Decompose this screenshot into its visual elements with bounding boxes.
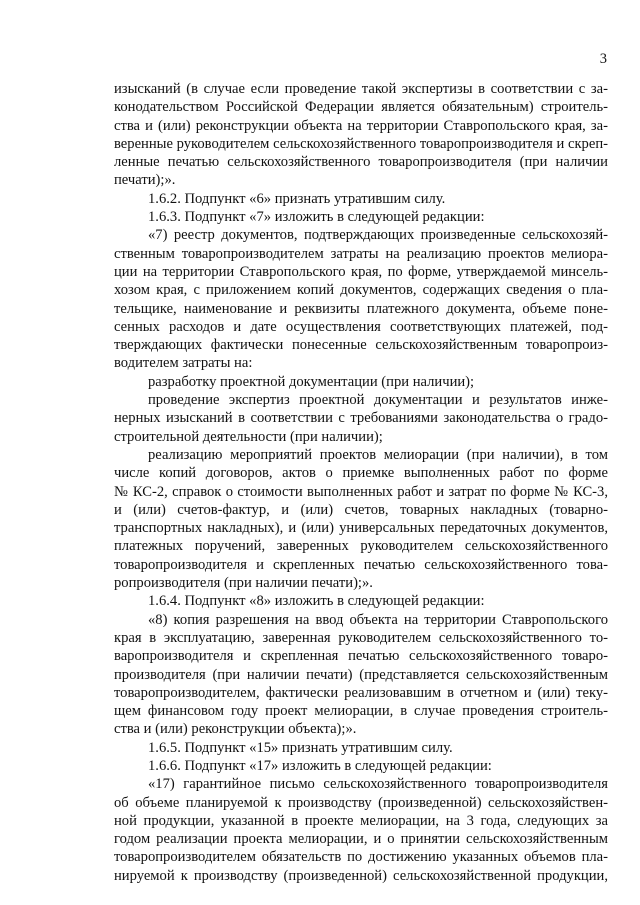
text-line: разработку проектной документации (при наличии); <box>148 373 475 390</box>
text-line: «17) гарантийное письмо сельскохозяйственного товаропроизводителя <box>148 776 608 793</box>
text-line: сенных расходов и дате осуществления соответствующих платежей, под- <box>114 318 608 335</box>
text-line: ной продукции, указанной в проекте мелиорации, на 3 года, следующих за <box>114 812 608 829</box>
text-line: ленные печатью сельскохозяйственного товаропроизводителя (при наличии <box>114 154 608 171</box>
text-line: нерных изысканий в соответствии с требованиями законодательства о градо- <box>114 410 608 427</box>
text-line: ропроизводителя (при наличии печати);». <box>114 575 373 592</box>
text-line: товаропроизводителя и скрепленных печатью сельскохозяйственного това- <box>114 556 608 573</box>
text-line: 1.6.6. Подпункт «17» изложить в следующей редакции: <box>148 757 492 774</box>
text-line: тельщике, наименование и реквизиты платежного документа, объеме поне- <box>114 300 608 317</box>
text-line: товаропроизводителем, фактически реализовавшим в отчетном и (или) теку- <box>114 684 608 701</box>
page-number: 3 <box>599 51 607 67</box>
text-line: 1.6.5. Подпункт «15» признать утратившим силу. <box>148 739 453 756</box>
text-line: 1.6.3. Подпункт «7» изложить в следующей редакции: <box>148 209 485 226</box>
text-line: веренные руководителем сельскохозяйственного товаропроизводителя и скреп- <box>114 135 608 152</box>
text-line: об объеме планируемой к производству (произведенной) сельскохозяйствен- <box>114 794 608 811</box>
text-line: товаропроизводителем обязательств по достижению указанных объемов пла- <box>114 849 608 866</box>
text-line: производителя (при наличии печати) (представляется сельскохозяйственным <box>114 666 608 683</box>
text-line: щем финансовом году проект мелиорации, в случае проведения строитель- <box>114 703 608 720</box>
text-line: числе копий договоров, актов о приемке выполненных работ по форме <box>114 465 608 482</box>
document-body <box>114 80 608 885</box>
text-line: ства и (или) реконструкции объекта);». <box>114 721 357 738</box>
text-line: транспортных накладных), и (или) универсальных передаточных документов, <box>114 520 608 537</box>
text-line: края в эксплуатацию, заверенная руководителем сельскохозяйственного то- <box>114 629 608 646</box>
text-line: 1.6.4. Подпункт «8» изложить в следующей редакции: <box>148 593 485 610</box>
text-line: «8) копия разрешения на ввод объекта на территории Ставропольского <box>148 611 608 628</box>
text-line: реализацию мероприятий проектов мелиорации (при наличии), в том <box>148 446 608 463</box>
text-line: 1.6.2. Подпункт «6» признать утратившим силу. <box>148 190 446 207</box>
text-line: хозом края, с приложением копий документов, содержащих сведения о пла- <box>114 282 608 299</box>
text-line: варопроизводителя и скрепленная печатью сельскохозяйственного товаро- <box>114 648 608 665</box>
text-line: «7) реестр документов, подтверждающих произведенные сельскохозяй- <box>148 227 608 244</box>
text-line: годом реализации проекта мелиорации, и о принятии сельскохозяйственным <box>114 831 608 848</box>
text-line: тверждающих фактически понесенные сельскохозяйственным товаропроиз- <box>114 337 608 354</box>
text-line: и (или) счетов-фактур, и (или) счетов, товарных накладных (товарно- <box>114 501 608 518</box>
text-line: ства и (или) реконструкции объекта на территории Ставропольского края, за- <box>114 117 608 134</box>
text-line: проведение экспертиз проектной документации и результатов инже- <box>148 392 608 409</box>
text-line: нируемой к производству (произведенной) сельскохозяйственной продукции, <box>114 867 608 884</box>
text-line: изысканий (в случае если проведение такой экспертизы в соответствии с за- <box>114 81 608 97</box>
text-line: ственным товаропроизводителем затраты на реализацию проектов мелиора- <box>114 245 608 262</box>
text-line: строительной деятельности (при наличии); <box>114 428 383 445</box>
text-line: ции на территории Ставропольского края, по форме, утверждаемой минсель- <box>114 263 608 280</box>
text-line: платежных поручений, заверенных руководителем сельскохозяйственного <box>114 538 608 555</box>
text-line: печати);». <box>114 172 176 189</box>
text-line: водителем затраты на: <box>114 355 253 372</box>
text-line: конодательством Российской Федерации является обязательным) строитель- <box>114 99 608 116</box>
text-line: № КС-2, справок о стоимости выполненных работ и затрат по форме № КС-3, <box>114 483 608 500</box>
